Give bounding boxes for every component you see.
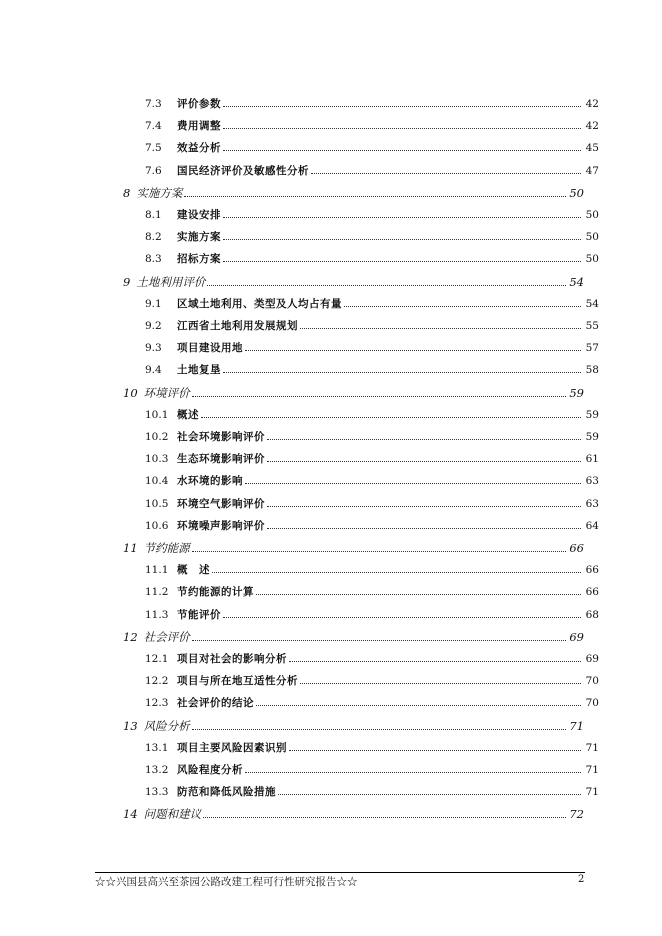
toc-dot-leader <box>245 483 581 484</box>
toc-entry-title: 项目与所在地互适性分析 <box>177 675 298 688</box>
toc-entry-page: 57 <box>585 342 599 355</box>
toc-section-row[interactable] <box>145 340 599 356</box>
toc-section-row[interactable] <box>145 296 599 312</box>
toc-entry-number: 11.2 <box>145 586 169 599</box>
toc-entry-title: 建设安排 <box>177 209 221 221</box>
toc-entry-title: 评价参数 <box>177 98 221 110</box>
toc-dot-leader <box>267 439 581 440</box>
toc-section-row[interactable] <box>145 96 599 112</box>
toc-entry-number: 12.3 <box>145 697 169 710</box>
toc-entry-number: 7.5 <box>145 142 162 155</box>
toc-dot-leader <box>184 196 566 197</box>
toc-entry-page: 55 <box>585 320 599 332</box>
toc-entry-title: 江西省土地利用发展规划 <box>177 320 298 332</box>
toc-entry-title: 节约能源的计算 <box>177 586 254 599</box>
toc-chapter-row[interactable] <box>123 385 584 401</box>
toc-dot-leader <box>192 551 566 552</box>
toc-entry-number: 13.3 <box>145 786 169 799</box>
toc-dot-leader <box>245 772 581 773</box>
toc-section-row[interactable] <box>145 207 599 223</box>
toc-dot-leader <box>192 729 566 730</box>
toc-entry-number: 13.1 <box>145 741 169 754</box>
toc-entry-title: 环境空气影响评价 <box>177 497 265 510</box>
toc-dot-leader <box>207 285 566 286</box>
toc-section-row[interactable] <box>145 607 599 623</box>
toc-chapter-row[interactable] <box>123 806 584 822</box>
toc-entry-page: 66 <box>569 541 584 555</box>
toc-chapter-row[interactable] <box>123 540 584 556</box>
toc-entry-page: 58 <box>585 364 599 377</box>
toc-entry-number: 13 <box>123 718 138 733</box>
toc-section-row[interactable] <box>145 451 599 467</box>
toc-entry-page: 59 <box>569 385 584 400</box>
toc-entry-page: 50 <box>585 231 599 244</box>
toc-entry-number: 10 <box>123 385 138 400</box>
toc-dot-leader <box>289 661 581 662</box>
toc-entry-number: 7.4 <box>145 120 162 133</box>
footer-rule <box>95 872 585 873</box>
toc-entry-title: 节能评价 <box>177 608 221 621</box>
toc-entry-number: 9 <box>123 274 131 289</box>
toc-dot-leader <box>223 106 581 107</box>
toc-entry-page: 42 <box>585 98 599 110</box>
toc-section-row[interactable] <box>145 429 599 445</box>
toc-entry-title: 防范和降低风险措施 <box>177 786 276 799</box>
toc-chapter-row[interactable] <box>123 718 584 734</box>
toc-dot-leader <box>223 217 581 218</box>
toc-entry-number: 12.2 <box>145 675 169 688</box>
toc-entry-number: 7.3 <box>145 98 162 110</box>
toc-entry-page: 47 <box>585 164 599 177</box>
toc-section-row[interactable] <box>145 473 599 489</box>
toc-dot-leader <box>223 239 581 240</box>
toc-entry-number: 12.1 <box>145 653 169 665</box>
toc-entry-title: 实施方案 <box>136 185 183 200</box>
toc-section-row[interactable] <box>145 518 599 534</box>
toc-section-row[interactable] <box>145 229 599 245</box>
toc-entry-number: 14 <box>123 807 138 822</box>
toc-entry-number: 8.2 <box>145 231 162 244</box>
toc-section-row[interactable] <box>145 762 599 778</box>
toc-entry-page: 66 <box>585 586 599 599</box>
toc-dot-leader <box>223 617 581 618</box>
toc-dot-leader <box>245 350 581 351</box>
toc-entry-title: 概 述 <box>177 564 210 577</box>
toc-chapter-row[interactable] <box>123 185 584 201</box>
toc-entry-page: 50 <box>585 253 599 266</box>
toc-entry-page: 59 <box>585 431 599 443</box>
toc-entry-page: 71 <box>585 786 599 799</box>
toc-entry-title: 实施方案 <box>177 231 221 244</box>
toc-entry-title: 社会评价的结论 <box>177 697 254 710</box>
footer-page-number: 2 <box>578 874 585 885</box>
toc-entry-title: 区域土地利用、类型及人均占有量 <box>177 297 342 310</box>
toc-dot-leader <box>212 572 581 573</box>
toc-entry-page: 71 <box>585 764 599 776</box>
toc-dot-leader <box>223 261 581 262</box>
toc-entry-number: 12 <box>123 629 138 644</box>
toc-dot-leader <box>311 173 581 174</box>
toc-entry-page: 72 <box>569 807 584 822</box>
toc-dot-leader <box>267 528 581 529</box>
toc-dot-leader <box>203 817 566 818</box>
toc-entry-title: 项目建设用地 <box>177 342 243 355</box>
toc-section-row[interactable] <box>145 118 599 134</box>
toc-chapter-row[interactable] <box>123 629 584 645</box>
toc-entry-page: 69 <box>585 653 599 665</box>
toc-entry-number: 10.6 <box>145 519 169 532</box>
toc-section-row[interactable] <box>145 740 599 756</box>
toc-entry-page: 68 <box>585 608 599 621</box>
toc-chapter-row[interactable] <box>123 274 584 290</box>
toc-dot-leader <box>300 328 581 329</box>
toc-entry-page: 59 <box>585 408 599 421</box>
toc-entry-title: 土地利用评价 <box>136 274 206 289</box>
toc-entry-number: 11.3 <box>145 608 169 621</box>
toc-entry-title: 概述 <box>177 408 199 421</box>
toc-dot-leader <box>344 306 581 307</box>
toc-entry-page: 50 <box>585 209 599 221</box>
toc-entry-page: 61 <box>585 453 599 466</box>
toc-entry-title: 国民经济评价及敏感性分析 <box>177 164 309 177</box>
toc-entry-title: 社会评价 <box>143 629 190 644</box>
toc-entry-page: 71 <box>569 718 584 733</box>
toc-entry-page: 42 <box>585 120 599 133</box>
toc-dot-leader <box>256 705 581 706</box>
toc-section-row[interactable] <box>145 496 599 512</box>
toc-section-row[interactable] <box>145 651 599 667</box>
toc-section-row[interactable] <box>145 584 599 600</box>
toc-dot-leader <box>192 640 566 641</box>
toc-entry-number: 8.1 <box>145 209 162 221</box>
toc-entry-number: 8.3 <box>145 253 162 266</box>
toc-dot-leader <box>192 396 566 397</box>
toc-entry-title: 费用调整 <box>177 120 221 133</box>
toc-entry-title: 生态环境影响评价 <box>177 453 265 466</box>
toc-entry-page: 66 <box>585 564 599 577</box>
toc-entry-title: 效益分析 <box>177 142 221 155</box>
toc-section-row[interactable] <box>145 362 599 378</box>
toc-entry-page: 54 <box>569 274 584 289</box>
toc-entry-title: 节约能源 <box>143 541 190 555</box>
toc-dot-leader <box>267 506 581 507</box>
toc-entry-number: 10.3 <box>145 453 169 466</box>
toc-entry-page: 50 <box>569 185 584 200</box>
toc-entry-page: 54 <box>585 297 599 310</box>
toc-section-row[interactable] <box>145 318 599 334</box>
toc-entry-number: 9.2 <box>145 320 162 332</box>
toc-dot-leader <box>267 461 581 462</box>
toc-entry-page: 69 <box>569 629 584 644</box>
footer-title: ☆☆兴国县高兴至茶园公路改建工程可行性研究报告☆☆ <box>95 876 358 888</box>
toc-entry-page: 70 <box>585 697 599 710</box>
toc-entry-title: 风险分析 <box>143 718 190 733</box>
toc-entry-number: 9.1 <box>145 297 162 310</box>
toc-dot-leader <box>278 794 581 795</box>
toc-section-row[interactable] <box>145 407 599 423</box>
toc-entry-title: 环境评价 <box>143 385 190 400</box>
toc-entry-number: 11 <box>123 541 138 555</box>
toc-dot-leader <box>201 417 581 418</box>
toc-entry-page: 70 <box>585 675 599 688</box>
toc-entry-page: 45 <box>585 142 599 155</box>
toc-dot-leader <box>223 128 581 129</box>
toc-entry-page: 64 <box>585 519 599 532</box>
toc-entry-number: 13.2 <box>145 764 169 776</box>
toc-entry-number: 10.2 <box>145 431 169 443</box>
toc-entry-number: 9.3 <box>145 342 162 355</box>
toc-section-row[interactable] <box>145 562 599 578</box>
toc-entry-number: 9.4 <box>145 364 162 377</box>
toc-entry-page: 63 <box>585 497 599 510</box>
toc-entry-title: 社会环境影响评价 <box>177 431 265 443</box>
toc-entry-number: 10.4 <box>145 475 169 488</box>
toc-entry-number: 11.1 <box>145 564 169 577</box>
toc-entry-number: 10.1 <box>145 408 169 421</box>
toc-dot-leader <box>223 150 581 151</box>
toc-entry-title: 水环境的影响 <box>177 475 243 488</box>
toc-entry-number: 8 <box>123 185 131 200</box>
toc-entry-title: 问题和建议 <box>143 807 202 822</box>
toc-entry-page: 63 <box>585 475 599 488</box>
toc-entry-title: 项目主要风险因素识别 <box>177 741 287 754</box>
toc-section-row[interactable] <box>145 140 599 156</box>
toc-section-row[interactable] <box>145 163 599 179</box>
toc-entry-title: 招标方案 <box>177 253 221 266</box>
toc-section-row[interactable] <box>145 784 599 800</box>
toc-entry-page: 71 <box>585 741 599 754</box>
toc-dot-leader <box>300 683 581 684</box>
toc-entry-title: 环境噪声影响评价 <box>177 519 265 532</box>
toc-section-row[interactable] <box>145 695 599 711</box>
toc-section-row[interactable] <box>145 673 599 689</box>
toc-entry-title: 土地复垦 <box>177 364 221 377</box>
toc-entry-title: 项目对社会的影响分析 <box>177 653 287 665</box>
toc-section-row[interactable] <box>145 251 599 267</box>
toc-dot-leader <box>256 594 581 595</box>
toc-dot-leader <box>289 750 581 751</box>
toc-entry-title: 风险程度分析 <box>177 764 243 776</box>
toc-entry-number: 10.5 <box>145 497 169 510</box>
toc-dot-leader <box>223 372 581 373</box>
toc-entry-number: 7.6 <box>145 164 162 177</box>
